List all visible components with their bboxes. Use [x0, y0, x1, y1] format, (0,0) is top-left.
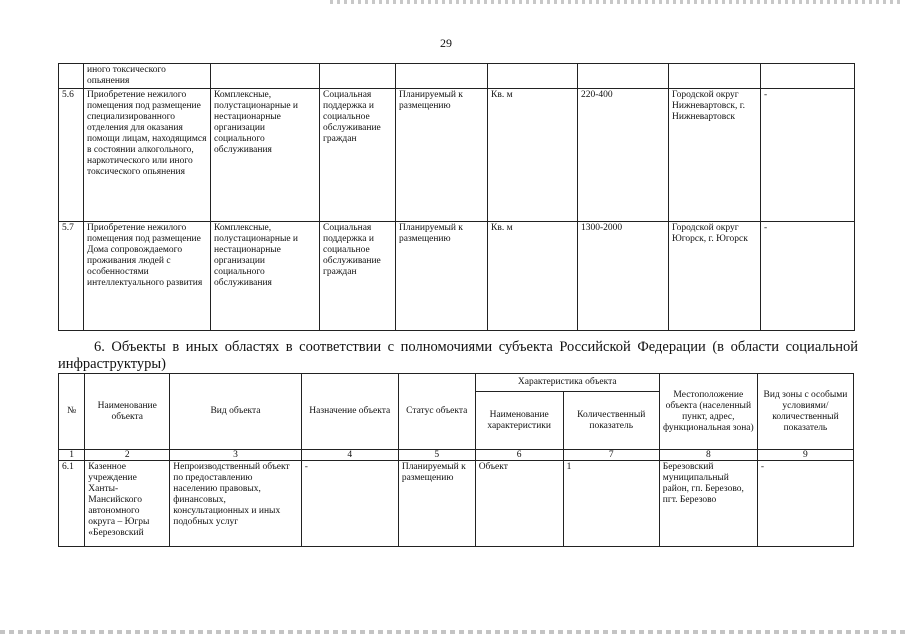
cell-zone: -: [757, 461, 853, 547]
cell-char-name: Кв. м: [488, 89, 578, 222]
cell-num: 5.7: [59, 222, 84, 331]
cell-status: Планируемый к размещению: [396, 89, 488, 222]
cell-char-name: Объект: [475, 461, 563, 547]
cell-zone: -: [761, 222, 855, 331]
cell-char-value: 1300-2000: [578, 222, 669, 331]
index-cell: 5: [398, 450, 475, 461]
index-cell: 8: [659, 450, 757, 461]
table-other-objects: [58, 373, 854, 547]
cell-char-value: 1: [563, 461, 659, 547]
cell-purpose: Социальная поддержка и социальное обслуживание граждан: [320, 89, 396, 222]
cell-type: Непроизводственный объект по предоставлению населению правовых, финансовых, консультационных и иных подобных услуг: [170, 461, 301, 547]
cell-char-name: Кв. м: [488, 222, 578, 331]
table-row: [59, 89, 855, 222]
scan-artifact-bottom: [0, 630, 905, 634]
index-cell: 6: [475, 450, 563, 461]
index-cell: 1: [59, 450, 85, 461]
cell-zone: -: [761, 89, 855, 222]
header-characteristics: Характеристика объекта: [475, 374, 659, 392]
cell-status: Планируемый к размещению: [396, 222, 488, 331]
cell-name: Казенное учреждение Ханты-Мансийского автономного округа – Югры «Березовский: [85, 461, 170, 547]
table-row: [59, 461, 854, 547]
cell-type: Комплексные, полустационарные и нестационарные организации социального обслуживания: [211, 222, 320, 331]
header-char-name: Наименование характеристики: [475, 392, 563, 450]
cell-location: Городской округ Югорск, г. Югорск: [669, 222, 761, 331]
index-cell: 4: [301, 450, 398, 461]
header-zone: Вид зоны с особыми условиями/ количественный показатель: [757, 374, 853, 450]
cell-status: Планируемый к размещению: [398, 461, 475, 547]
header-row: [59, 374, 854, 392]
cell-num: 6.1: [59, 461, 85, 547]
cell-type: Комплексные, полустационарные и нестационарные организации социального обслуживания: [211, 89, 320, 222]
page-number: 29: [440, 36, 452, 50]
cell-num: [59, 64, 84, 89]
cell-char-value: 220-400: [578, 89, 669, 222]
index-cell: 7: [563, 450, 659, 461]
cell-purpose: Социальная поддержка и социальное обслуживание граждан: [320, 222, 396, 331]
index-cell: 9: [757, 450, 853, 461]
cell-name: Приобретение нежилого помещения под размещение Дома сопровождаемого проживания людей с особенностями интеллектуального развития: [84, 222, 211, 331]
scan-artifact-top: [330, 0, 900, 4]
table-row: [59, 64, 855, 89]
cell-name: иного токсического опьянения: [84, 64, 211, 89]
index-row: [59, 450, 854, 461]
cell-num: 5.6: [59, 89, 84, 222]
table-row: [59, 222, 855, 331]
header-location: Местоположение объекта (населенный пункт, адрес, функциональная зона): [659, 374, 757, 450]
header-name: Наименование объекта: [85, 374, 170, 450]
table-social-objects-continued: [58, 63, 855, 331]
header-purpose: Назначение объекта: [301, 374, 398, 450]
header-type: Вид объекта: [170, 374, 301, 450]
index-cell: 3: [170, 450, 301, 461]
header-char-value: Количественный показатель: [563, 392, 659, 450]
header-num: №: [59, 374, 85, 450]
cell-location: Березовский муниципальный район, гп. Березово, пгт. Березово: [659, 461, 757, 547]
cell-name: Приобретение нежилого помещения под размещение специализированного отделения для оказания помощи лицам, находящимся в состоянии алкогольного, наркотического или иного токсического опьянения: [84, 89, 211, 222]
section-title: 6. Объекты в иных областях в соответствии с полномочиями субъекта Российской Федерации (в области социальной инфраструктуры): [58, 339, 858, 372]
cell-purpose: -: [301, 461, 398, 547]
header-status: Статус объекта: [398, 374, 475, 450]
cell-location: Городской округ Нижневартовск, г. Нижневартовск: [669, 89, 761, 222]
index-cell: 2: [85, 450, 170, 461]
